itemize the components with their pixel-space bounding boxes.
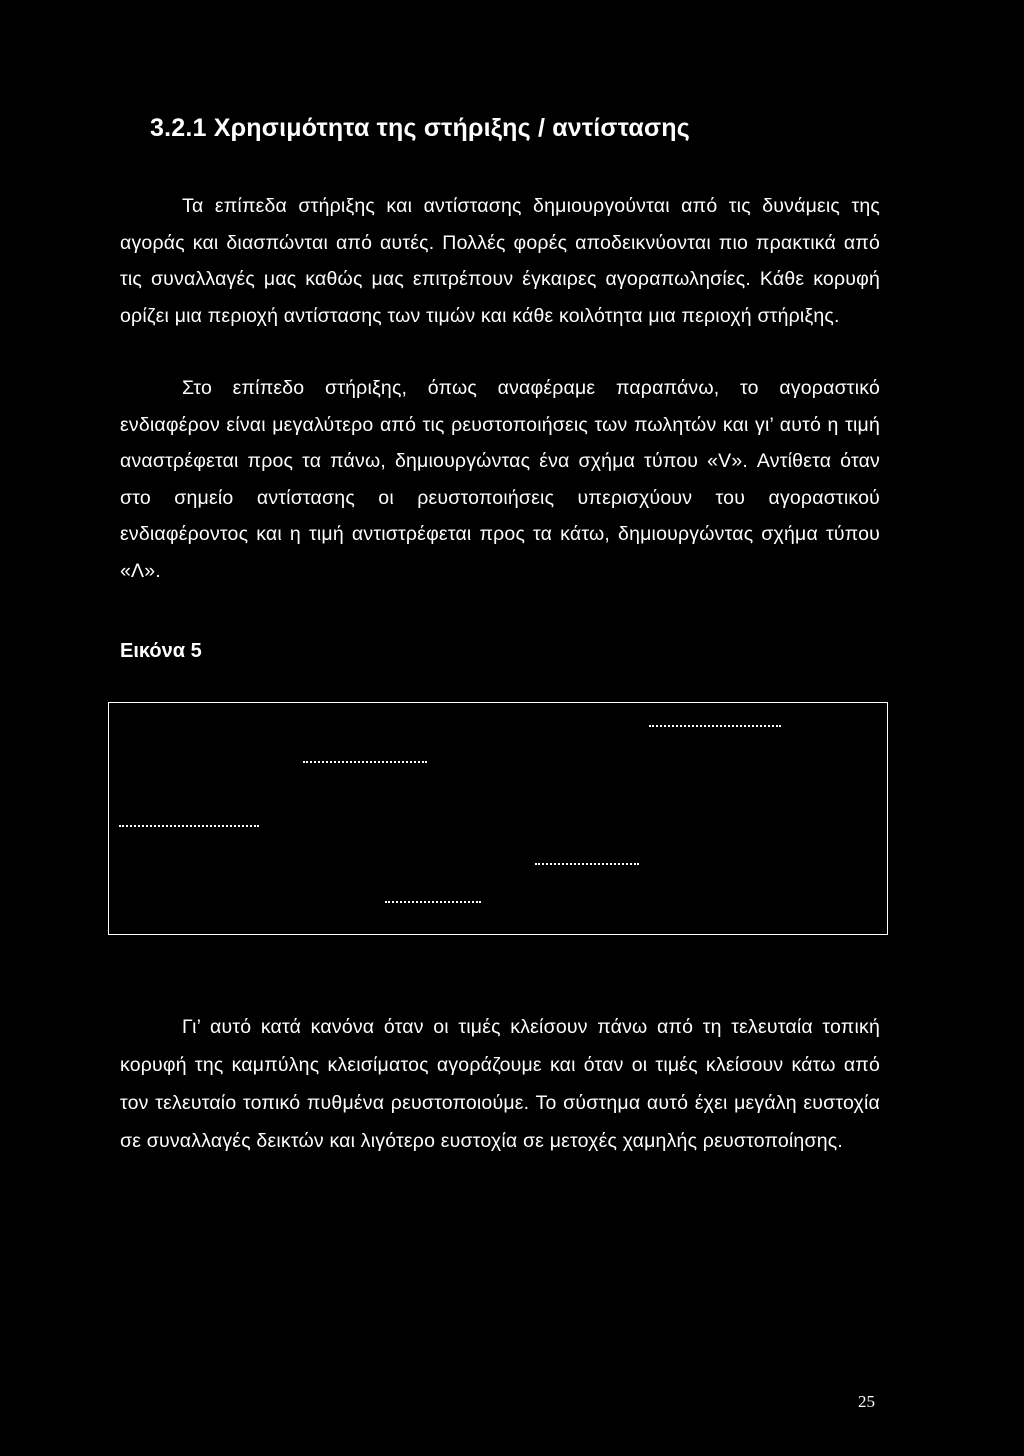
dotted-level-line <box>385 901 481 903</box>
section-heading: 3.2.1 Χρησιμότητα της στήριξης / αντίστασης <box>150 114 690 142</box>
dotted-level-line <box>303 761 427 763</box>
dotted-level-line <box>649 725 781 727</box>
paragraph-v-and-lambda-patterns: Στο επίπεδο στήριξης, όπως αναφέραμε παραπάνω, το αγοραστικό ενδιαφέρον είναι μεγαλύτερο από τις ρευστοποιήσεις των πωλητών και γι’ αυτό η τιμή αναστρέφεται προς τα πάνω, δημιουργώντας ένα σχήμα τύπου «V». Αντίθετα όταν στο σημείο αντίστασης οι ρευστοποιήσεις υπερισχύουν του αγοραστικού ενδιαφέροντος και η τιμή αντιστρέφεται προς τα κάτω, δημιουργώντας σχήμα τύπου «Λ». <box>120 377 880 582</box>
page-number: 25 <box>858 1392 875 1411</box>
paragraph-support-resistance-intro: Τα επίπεδα στήριξης και αντίστασης δημιουργούνται από τις δυνάμεις της αγοράς και διασπώνται από αυτές. Πολλές φορές αποδεικνύονται πιο πρακτικά από τις συναλλαγές μας καθώς μας επιτρέπουν έγκαιρες αγοραπωλησίες. Κάθε κορυφή ορίζει μια περιοχή αντίστασης των τιμών και κάθε κοιλότητα μια περιοχή στήριξης. <box>120 195 880 327</box>
paragraph-trading-rule: Γι’ αυτό κατά κανόνα όταν οι τιμές κλείσουν πάνω από τη τελευταία τοπική κορυφή της καμπύλης κλεισίματος αγοράζουμε και όταν οι τιμές κλείσουν κάτω από τον τελευταίο τοπικό πυθμένα ρευστοποιούμε. Το σύστημα αυτό έχει μεγάλη ευστοχία σε συναλλαγές δεικτών και λιγότερο ευστοχία σε μετοχές χαμηλής ρευστοποίησης. <box>120 1016 880 1152</box>
figure-5-frame <box>108 702 888 935</box>
figure-caption: Εικόνα 5 <box>120 640 202 662</box>
dotted-level-line <box>535 863 639 865</box>
dotted-level-line <box>119 825 259 827</box>
